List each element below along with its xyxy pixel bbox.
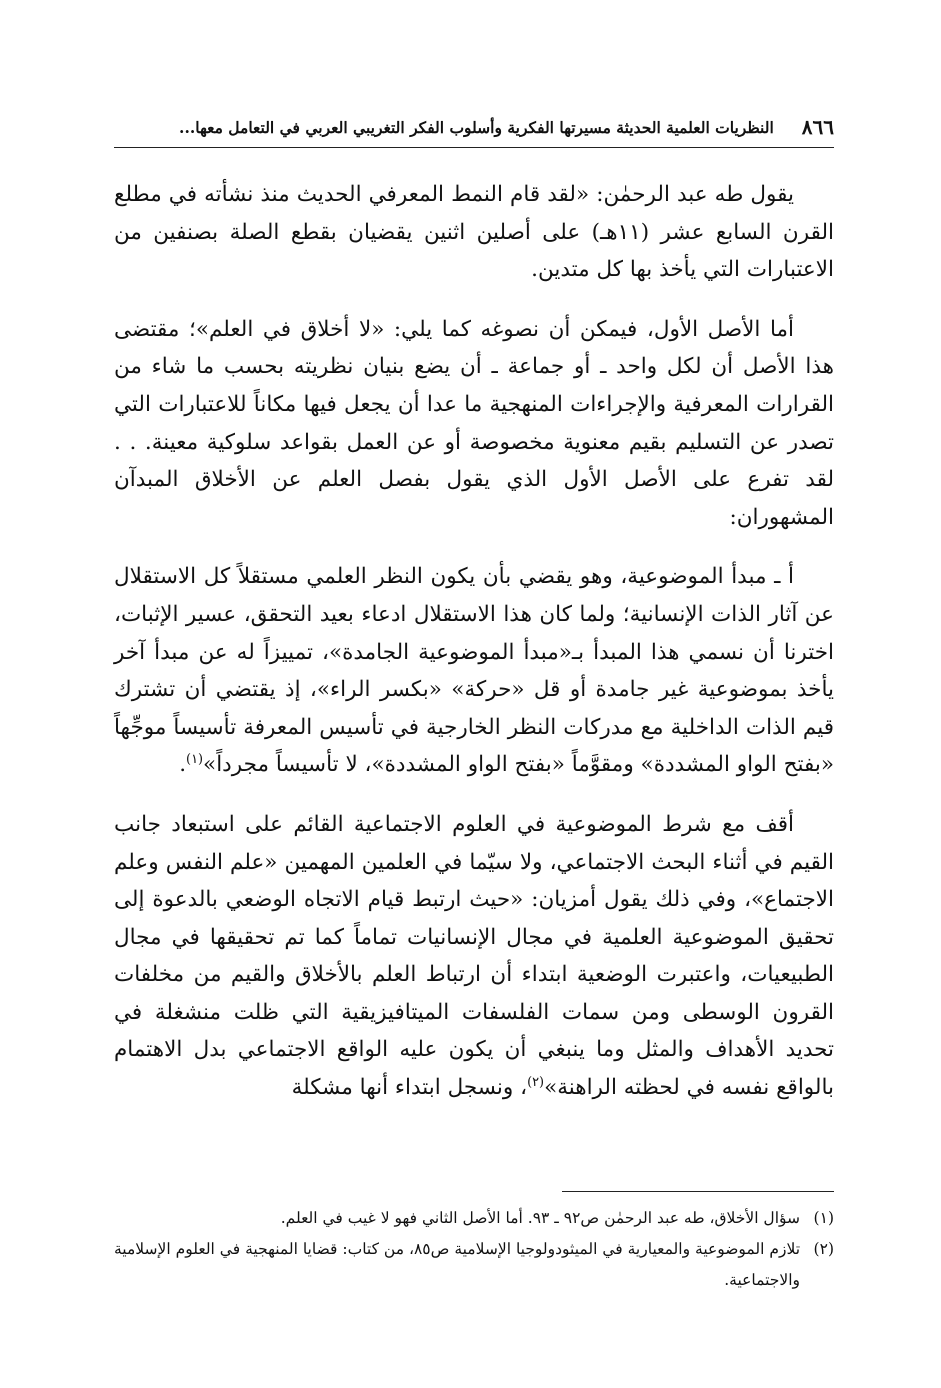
body-text — [114, 176, 834, 1129]
footnote-2 — [114, 1234, 834, 1296]
paragraph: أقف مع شرط الموضوعية في العلوم الاجتماعية القائم على استبعاد جانب القيم في أثناء البحث الاجتماعي، ولا سيّما في العلمين المهمين «علم النفس وعلم الاجتماع»، وفي ذلك يقول أمزيان: «حيث ارتبط قيام الاتجاه الوضعي بالدعوة إلى تحقيق الموضوعية العلمية في مجال الإنسانيات تماماً كما تم تحقيقها في مجال الطبيعيات، واعتبرت الوضعية ابتداء أن ارتباط العلم بالأخلاق والقيم من مخلفات القرون الوسطى ومن سمات الفلسفات الميتافيزيقية التي ظلت منشغلة في تحديد الأهداف والمثل وما ينبغي أن يكون عليه الواقع الاجتماعي بدل الاهتمام بالواقع نفسه في لحظته الراهنة»$^{(٢)}$، ونسجل ابتداء أنها مشكلة — [114, 811, 834, 1101]
footnote-text: سؤال الأخلاق، طه عبد الرحمٰن ص٩٢ ـ ٩٣. أما الأصل الثاني فهو لا غيب في العلم. — [280, 1209, 800, 1227]
header-rule — [114, 147, 834, 148]
footnote-separator — [562, 1191, 834, 1192]
footnote-ref: (٢) — [527, 1074, 545, 1090]
paragraph: يقول طه عبد الرحمٰن: «لقد قام النمط المعرفي الحديث منذ نشأته في مطلع القرن السابع عشر (١١هـ) على أصلين اثنين يقضيان بقطع الصلة بصنفين من الاعتبارات التي يأخذ بها كل متدين. — [114, 182, 834, 283]
footnote-mark: (١) — [813, 1209, 834, 1227]
footnote-mark: (٢) — [813, 1240, 834, 1258]
paragraph: أ ـ مبدأ الموضوعية، وهو يقضي بأن يكون النظر العلمي مستقلاً كل الاستقلال عن آثار الذات الإنسانية؛ ولما كان هذا الاستقلال ادعاء بعيد التحقق، عسير الإثبات، اخترنا أن نسمي هذا المبدأ بـ«مبدأ الموضوعية الجامدة»، تمييزاً له عن مبدأ آخر يأخذ بموضوعية غير جامدة أو قل «حركة» «بكسر الراء»، إذ يقتضي أن تشترك قيم الذات الداخلية مع مدركات النظر الخارجية في تأسيس المعرفة تأسيساً موجِّهاً «بفتح الواو المشددة» ومقوَّماً «بفتح الواو المشددة»، لا تأسيساً مجرداً»$^{(١)}$. — [114, 564, 834, 778]
running-header — [114, 108, 834, 146]
page-number: ٨٦٦ — [801, 115, 834, 139]
footnotes — [114, 1203, 834, 1296]
running-title: النظريات العلمية الحديثة مسيرتها الفكرية وأسلوب الفكر التغريبي العربي في التعامل معها... — [179, 117, 774, 137]
footnote-ref: (١) — [186, 752, 204, 768]
paragraph: أما الأصل الأول، فيمكن أن نصوغه كما يلي: «لا أخلاق في العلم»؛ مقتضى هذا الأصل أن لكل واحد ـ أو جماعة ـ أن يضع بنيان نظريته بحسب ما شاء من القرارات المعرفية والإجراءات المنهجية ما عدا أن يجعل فيها مكاناً للاعتبارات التي تصدر عن التسليم بقيم معنوية مخصوصة أو عن العمل بقواعد سلوكية معينة. . . لقد تفرع على الأصل الأول الذي يقول بفصل العلم عن الأخلاق المبدآن المشهوران: — [114, 316, 834, 530]
footnote-text: تلازم الموضوعية والمعيارية في الميثودولوجيا الإسلامية ص٨٥، من كتاب: قضايا المنهجية في العلوم الإسلامية والاجتماعية. — [114, 1240, 801, 1289]
footnote-1 — [114, 1203, 834, 1234]
